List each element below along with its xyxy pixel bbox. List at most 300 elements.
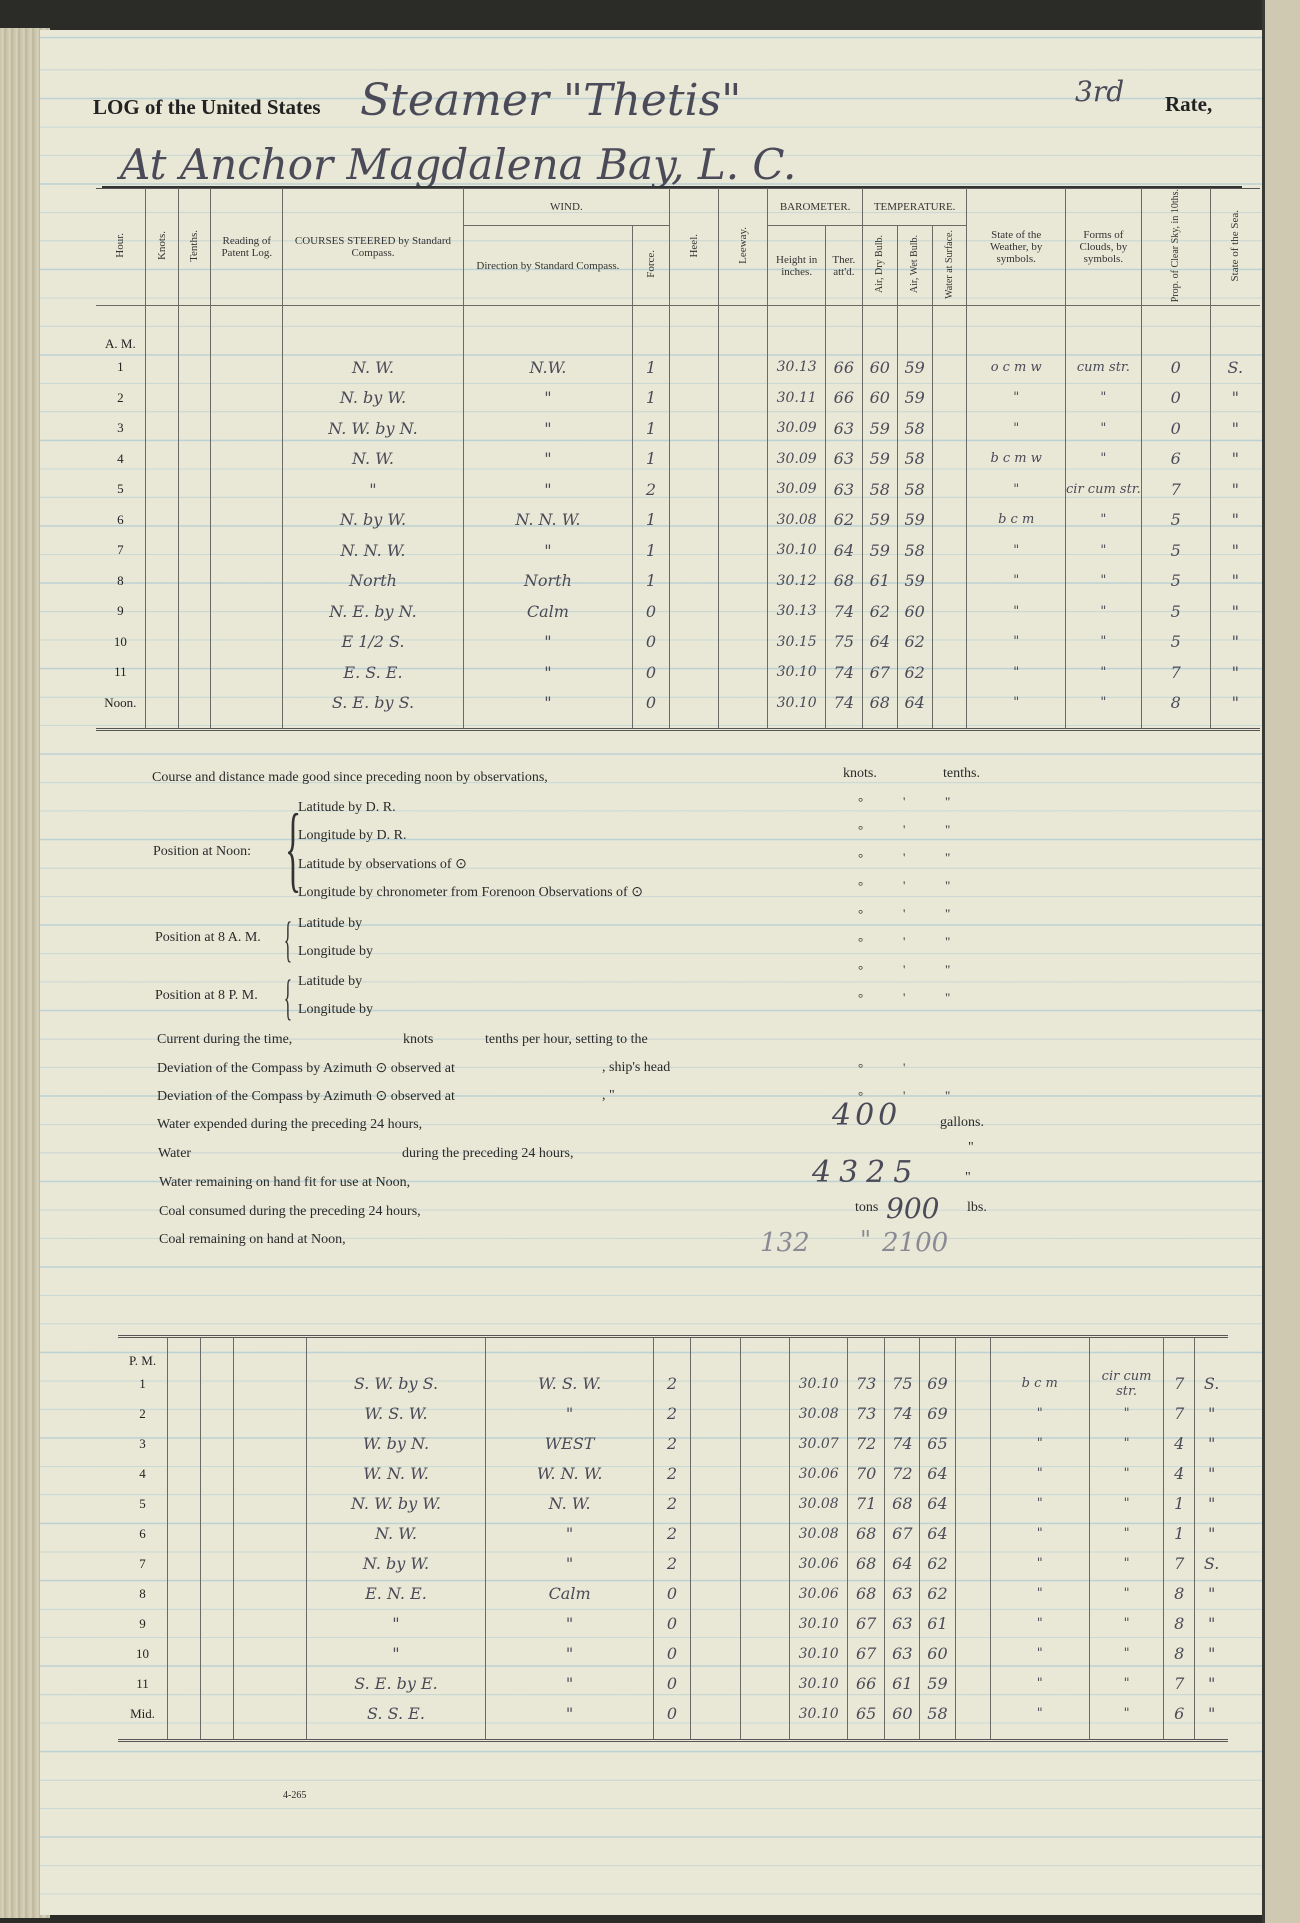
knots-cell bbox=[168, 1489, 201, 1519]
ther-cell: 74 bbox=[825, 596, 862, 627]
clouds-cell: " bbox=[1089, 1549, 1163, 1579]
rate-label: Rate, bbox=[1165, 92, 1213, 116]
wind-cell: W. N. W. bbox=[486, 1459, 653, 1489]
log-cell bbox=[211, 687, 283, 718]
pm-tail-cell bbox=[1089, 1729, 1163, 1741]
log-cell bbox=[211, 565, 283, 596]
knots-heading: knots. bbox=[843, 766, 877, 781]
force-cell: 0 bbox=[653, 1699, 690, 1729]
dry-cell: 60 bbox=[885, 1699, 920, 1729]
hour-cell: 5 bbox=[117, 481, 124, 496]
am-tail-cell bbox=[862, 718, 897, 730]
log-cell bbox=[211, 352, 283, 383]
clear-cell: 5 bbox=[1141, 626, 1210, 657]
coal-remaining-tons: 132 bbox=[760, 1228, 810, 1258]
pm-tail-cell bbox=[920, 1729, 955, 1741]
force-cell: 2 bbox=[653, 1519, 690, 1549]
pm-tail-cell bbox=[1195, 1729, 1228, 1741]
weather-cell: " bbox=[967, 657, 1065, 688]
dry-cell: 64 bbox=[862, 626, 897, 657]
water-expended-value: 400 bbox=[832, 1098, 902, 1133]
ships-head-label: , ship's head bbox=[602, 1060, 671, 1075]
leeway-cell bbox=[719, 413, 768, 444]
dry-cell: 58 bbox=[862, 474, 897, 505]
log-cell bbox=[234, 1549, 306, 1579]
ther-cell: 62 bbox=[825, 504, 862, 535]
water-cell bbox=[932, 626, 967, 657]
water-cell bbox=[955, 1399, 990, 1429]
hour-cell: 3 bbox=[117, 420, 124, 435]
force-cell: 2 bbox=[653, 1489, 690, 1519]
weather-cell: " bbox=[990, 1699, 1089, 1729]
dry-cell: 74 bbox=[885, 1399, 920, 1429]
ther-cell: 68 bbox=[825, 565, 862, 596]
ther-cell: 63 bbox=[825, 443, 862, 474]
heel-cell bbox=[691, 1459, 741, 1489]
weather-cell: " bbox=[967, 565, 1065, 596]
clouds-cell: " bbox=[1065, 504, 1141, 535]
current-knots-label: knots bbox=[403, 1032, 434, 1047]
water-cell bbox=[955, 1519, 990, 1549]
wind-cell: WEST bbox=[486, 1429, 653, 1459]
course-distance-label: Course and distance made good since preceding noon by observations, bbox=[152, 770, 548, 785]
height-cell: 30.09 bbox=[768, 474, 825, 505]
clouds-cell: " bbox=[1089, 1639, 1163, 1669]
leeway-cell bbox=[719, 657, 768, 688]
pm-empty-cell bbox=[306, 1337, 486, 1369]
dry-cell: 59 bbox=[862, 443, 897, 474]
am-tail-cell bbox=[633, 718, 670, 730]
wind-cell: " bbox=[486, 1519, 653, 1549]
wet-cell: 61 bbox=[920, 1609, 955, 1639]
am-tail-cell bbox=[1141, 718, 1210, 730]
table-row bbox=[96, 382, 1260, 413]
heel-cell bbox=[691, 1669, 741, 1699]
wet-cell: 59 bbox=[897, 352, 932, 383]
angle-symbol-row: ° ' " bbox=[858, 878, 951, 893]
height-cell: 30.10 bbox=[768, 687, 825, 718]
dry-cell: 61 bbox=[885, 1669, 920, 1699]
wet-cell: 60 bbox=[897, 596, 932, 627]
table-row bbox=[118, 1459, 1228, 1489]
course-cell: " bbox=[283, 474, 464, 505]
pm-tail-cell bbox=[990, 1729, 1089, 1741]
leeway-cell bbox=[719, 535, 768, 566]
ther-cell: 64 bbox=[825, 535, 862, 566]
log-cell bbox=[234, 1579, 306, 1609]
am-tail-cell bbox=[1065, 718, 1141, 730]
clear-cell: 5 bbox=[1141, 504, 1210, 535]
wet-cell: 62 bbox=[897, 626, 932, 657]
tenths-heading: tenths. bbox=[943, 766, 980, 781]
sea-cell: " bbox=[1195, 1699, 1228, 1729]
knots-cell bbox=[145, 565, 178, 596]
coal-consumed-label: Coal consumed during the preceding 24 hours, bbox=[159, 1204, 421, 1219]
height-cell: 30.08 bbox=[790, 1519, 848, 1549]
height-cell: 30.10 bbox=[768, 657, 825, 688]
knots-cell bbox=[168, 1459, 201, 1489]
dry-cell: 68 bbox=[885, 1489, 920, 1519]
col-wind-group: WIND. bbox=[463, 189, 669, 226]
weather-cell: b c m bbox=[990, 1369, 1089, 1399]
table-row bbox=[96, 626, 1260, 657]
col-clear-sky: Prop. of Clear Sky, in 10ths. bbox=[1141, 189, 1210, 306]
next-page-edge bbox=[1262, 0, 1300, 1923]
form-number: 4-265 bbox=[283, 1790, 307, 1801]
table-row bbox=[96, 657, 1260, 688]
weather-cell: b c m w bbox=[967, 443, 1065, 474]
clear-cell: 7 bbox=[1164, 1669, 1195, 1699]
table-row bbox=[96, 535, 1260, 566]
water-cell bbox=[955, 1459, 990, 1489]
tenths-cell bbox=[178, 504, 211, 535]
current-label: Current during the time, bbox=[157, 1032, 293, 1047]
sea-cell: " bbox=[1195, 1429, 1228, 1459]
pm-empty-cell bbox=[990, 1337, 1089, 1369]
dry-cell: 68 bbox=[862, 687, 897, 718]
course-cell: W. S. W. bbox=[306, 1399, 486, 1429]
ther-cell: 66 bbox=[825, 352, 862, 383]
force-cell: 2 bbox=[653, 1399, 690, 1429]
water-cell bbox=[932, 535, 967, 566]
tenths-cell bbox=[201, 1639, 234, 1669]
sea-cell: " bbox=[1195, 1519, 1228, 1549]
sea-cell: " bbox=[1210, 657, 1260, 688]
leeway-cell bbox=[719, 565, 768, 596]
hour-cell: 4 bbox=[139, 1465, 146, 1481]
wet-cell: 58 bbox=[897, 443, 932, 474]
heel-cell bbox=[669, 504, 718, 535]
weather-cell: " bbox=[967, 413, 1065, 444]
log-cell bbox=[211, 657, 283, 688]
ther-cell: 63 bbox=[825, 413, 862, 444]
pm-empty-cell bbox=[234, 1337, 306, 1369]
hour-cell: 10 bbox=[136, 1645, 150, 1661]
dry-cell: 59 bbox=[862, 535, 897, 566]
water-cell bbox=[955, 1369, 990, 1399]
pm-tail-cell bbox=[168, 1729, 201, 1741]
leeway-cell bbox=[740, 1429, 790, 1459]
am-empty-cell bbox=[1210, 306, 1260, 352]
force-cell: 2 bbox=[653, 1459, 690, 1489]
pm-tail-cell bbox=[885, 1729, 920, 1741]
tenths-cell bbox=[201, 1669, 234, 1699]
weather-cell: " bbox=[967, 474, 1065, 505]
force-cell: 0 bbox=[633, 596, 670, 627]
leeway-cell bbox=[740, 1369, 790, 1399]
wet-cell: 58 bbox=[920, 1699, 955, 1729]
table-row bbox=[118, 1519, 1228, 1549]
heel-cell bbox=[669, 352, 718, 383]
position-8am-label: Position at 8 A. M. bbox=[155, 930, 261, 945]
pm-empty-cell bbox=[653, 1337, 690, 1369]
water-cell bbox=[932, 443, 967, 474]
tenths-cell bbox=[178, 352, 211, 383]
force-cell: 0 bbox=[633, 626, 670, 657]
heel-cell bbox=[691, 1579, 741, 1609]
long-dr-label: Longitude by D. R. bbox=[298, 828, 407, 843]
course-cell: W. by N. bbox=[306, 1429, 486, 1459]
col-barometer-group: BAROMETER. bbox=[768, 189, 862, 226]
water-cell bbox=[932, 474, 967, 505]
clouds-cell: " bbox=[1065, 626, 1141, 657]
force-cell: 1 bbox=[633, 352, 670, 383]
force-cell: 0 bbox=[653, 1639, 690, 1669]
height-cell: 30.10 bbox=[790, 1369, 848, 1399]
col-sea: State of the Sea. bbox=[1210, 189, 1260, 306]
course-cell: " bbox=[306, 1639, 486, 1669]
height-cell: 30.09 bbox=[768, 443, 825, 474]
force-cell: 2 bbox=[653, 1369, 690, 1399]
am-empty-cell bbox=[897, 306, 932, 352]
wet-cell: 62 bbox=[920, 1549, 955, 1579]
tenths-cell bbox=[178, 687, 211, 718]
knots-cell bbox=[168, 1549, 201, 1579]
coal-consumed-value: 900 bbox=[886, 1192, 940, 1225]
sea-cell: " bbox=[1210, 382, 1260, 413]
sea-cell: " bbox=[1195, 1639, 1228, 1669]
clear-cell: 1 bbox=[1164, 1519, 1195, 1549]
clear-cell: 8 bbox=[1141, 687, 1210, 718]
ther-cell: 74 bbox=[825, 687, 862, 718]
knots-cell bbox=[145, 413, 178, 444]
tenths-cell bbox=[178, 565, 211, 596]
tenths-cell bbox=[201, 1699, 234, 1729]
knots-cell bbox=[168, 1429, 201, 1459]
sea-cell: " bbox=[1195, 1399, 1228, 1429]
wet-cell: 69 bbox=[920, 1369, 955, 1399]
heel-cell bbox=[691, 1489, 741, 1519]
clouds-cell: " bbox=[1089, 1699, 1163, 1729]
knots-cell bbox=[145, 352, 178, 383]
force-cell: 1 bbox=[633, 443, 670, 474]
heel-cell bbox=[669, 596, 718, 627]
knots-cell bbox=[168, 1519, 201, 1549]
am-empty-cell bbox=[825, 306, 862, 352]
course-cell: N. N. W. bbox=[283, 535, 464, 566]
sea-cell: S. bbox=[1210, 352, 1260, 383]
am-tail-cell bbox=[211, 718, 283, 730]
knots-cell bbox=[168, 1369, 201, 1399]
wind-cell: N. W. bbox=[486, 1489, 653, 1519]
col-knots: Knots. bbox=[145, 189, 178, 306]
position-8pm-label: Position at 8 P. M. bbox=[155, 988, 258, 1003]
wet-cell: 64 bbox=[920, 1489, 955, 1519]
hour-cell: 2 bbox=[117, 389, 124, 405]
hour-cell: 4 bbox=[117, 450, 124, 466]
clear-cell: 7 bbox=[1164, 1399, 1195, 1429]
weather-cell: b c m bbox=[967, 504, 1065, 535]
height-cell: 30.09 bbox=[768, 413, 825, 444]
position-noon-label: Position at Noon: bbox=[153, 844, 252, 859]
water-remaining-label: Water remaining on hand fit for use at Noon, bbox=[159, 1175, 411, 1190]
clouds-cell: " bbox=[1089, 1459, 1163, 1489]
height-cell: 30.06 bbox=[790, 1579, 848, 1609]
course-cell: North bbox=[283, 565, 464, 596]
pm-period-label: P. M. bbox=[128, 1352, 157, 1368]
lat-dr-label: Latitude by D. R. bbox=[298, 800, 396, 815]
leeway-cell bbox=[719, 687, 768, 718]
am-tail-cell bbox=[283, 718, 464, 730]
hour-cell: 7 bbox=[117, 542, 124, 557]
leeway-cell bbox=[740, 1399, 790, 1429]
height-cell: 30.13 bbox=[768, 352, 825, 383]
log-cell bbox=[211, 474, 283, 505]
clouds-cell: cir cum str. bbox=[1065, 474, 1141, 505]
col-water-surface: Water at Surface. bbox=[932, 226, 967, 306]
col-baro-ther: Ther. att'd. bbox=[825, 226, 862, 306]
am-empty-cell bbox=[211, 306, 283, 352]
pm-empty-cell bbox=[790, 1337, 848, 1369]
table-row bbox=[118, 1699, 1228, 1729]
course-cell: S. S. E. bbox=[306, 1699, 486, 1729]
log-cell bbox=[211, 413, 283, 444]
heel-cell bbox=[691, 1699, 741, 1729]
ther-cell: 65 bbox=[848, 1699, 885, 1729]
ther-cell: 67 bbox=[848, 1639, 885, 1669]
tons-label: tons bbox=[855, 1200, 879, 1215]
pm-tail-cell bbox=[691, 1729, 741, 1741]
dry-cell: 59 bbox=[862, 504, 897, 535]
clear-cell: 6 bbox=[1141, 443, 1210, 474]
force-cell: 0 bbox=[653, 1669, 690, 1699]
log-cell bbox=[234, 1609, 306, 1639]
weather-cell: " bbox=[990, 1489, 1089, 1519]
force-cell: 2 bbox=[633, 474, 670, 505]
tenths-cell bbox=[201, 1489, 234, 1519]
clear-cell: 5 bbox=[1141, 535, 1210, 566]
course-cell: S. E. by E. bbox=[306, 1669, 486, 1699]
force-cell: 0 bbox=[653, 1609, 690, 1639]
heel-cell bbox=[691, 1549, 741, 1579]
weather-cell: " bbox=[990, 1519, 1089, 1549]
heel-cell bbox=[669, 382, 718, 413]
dry-cell: 63 bbox=[885, 1579, 920, 1609]
col-patent-log: Reading of Patent Log. bbox=[211, 189, 283, 306]
lat-8am-label: Latitude by bbox=[298, 916, 363, 931]
table-row bbox=[118, 1579, 1228, 1609]
wind-cell: " bbox=[463, 535, 632, 566]
force-cell: 2 bbox=[653, 1549, 690, 1579]
heel-cell bbox=[691, 1369, 741, 1399]
hour-cell: 1 bbox=[117, 359, 124, 374]
col-wind-direction: Direction by Standard Compass. bbox=[463, 226, 632, 306]
wind-cell: North bbox=[463, 565, 632, 596]
knots-cell bbox=[168, 1609, 201, 1639]
am-tail-cell bbox=[768, 718, 825, 730]
am-log-table bbox=[96, 188, 1260, 731]
pm-tail-row bbox=[118, 1729, 1228, 1741]
sea-cell: " bbox=[1210, 504, 1260, 535]
wind-cell: " bbox=[463, 474, 632, 505]
sea-cell: " bbox=[1210, 626, 1260, 657]
log-cell bbox=[211, 535, 283, 566]
sea-cell: " bbox=[1210, 443, 1260, 474]
pm-tail-cell bbox=[848, 1729, 885, 1741]
knots-cell bbox=[145, 504, 178, 535]
height-cell: 30.10 bbox=[790, 1669, 848, 1699]
pm-empty-cell bbox=[955, 1337, 990, 1369]
log-cell bbox=[211, 504, 283, 535]
am-tail-row bbox=[96, 718, 1260, 730]
col-air-wet: Air, Wet Bulb. bbox=[897, 226, 932, 306]
knots-cell bbox=[168, 1579, 201, 1609]
tenths-cell bbox=[178, 626, 211, 657]
hour-cell: 10 bbox=[113, 633, 127, 649]
am-empty-cell bbox=[862, 306, 897, 352]
ther-cell: 71 bbox=[848, 1489, 885, 1519]
am-label-row bbox=[96, 306, 1260, 352]
leeway-cell bbox=[719, 596, 768, 627]
knots-cell bbox=[168, 1699, 201, 1729]
heel-cell bbox=[691, 1399, 741, 1429]
weather-cell: o c m w bbox=[967, 352, 1065, 383]
tenths-cell bbox=[201, 1399, 234, 1429]
weather-cell: " bbox=[967, 596, 1065, 627]
sea-cell: " bbox=[1210, 474, 1260, 505]
pm-empty-cell bbox=[486, 1337, 653, 1369]
dry-cell: 74 bbox=[885, 1429, 920, 1459]
wind-cell: " bbox=[486, 1669, 653, 1699]
sea-cell: S. bbox=[1195, 1549, 1228, 1579]
sea-cell: " bbox=[1195, 1489, 1228, 1519]
wind-cell: W. S. W. bbox=[486, 1369, 653, 1399]
clouds-cell: cir cum str. bbox=[1089, 1369, 1163, 1399]
pm-tail-cell bbox=[234, 1729, 306, 1741]
angle-symbol-row: ° ' bbox=[858, 1060, 906, 1075]
weather-cell: " bbox=[967, 626, 1065, 657]
clouds-cell: " bbox=[1089, 1489, 1163, 1519]
am-period-label: A. M. bbox=[105, 335, 136, 351]
wet-cell: 59 bbox=[920, 1669, 955, 1699]
dry-cell: 64 bbox=[885, 1549, 920, 1579]
brace-8am: { bbox=[283, 911, 293, 967]
heel-cell bbox=[691, 1519, 741, 1549]
leeway-cell bbox=[740, 1459, 790, 1489]
course-cell: S. E. by S. bbox=[283, 687, 464, 718]
height-cell: 30.10 bbox=[790, 1699, 848, 1729]
knots-cell bbox=[168, 1669, 201, 1699]
height-cell: 30.11 bbox=[768, 382, 825, 413]
ther-cell: 74 bbox=[825, 657, 862, 688]
force-cell: 1 bbox=[633, 565, 670, 596]
wind-cell: " bbox=[486, 1639, 653, 1669]
table-row bbox=[96, 565, 1260, 596]
wet-cell: 59 bbox=[897, 382, 932, 413]
tenths-cell bbox=[178, 474, 211, 505]
hour-cell: 5 bbox=[139, 1495, 146, 1511]
sea-cell: " bbox=[1210, 535, 1260, 566]
knots-cell bbox=[145, 382, 178, 413]
pm-empty-cell bbox=[920, 1337, 955, 1369]
knots-cell bbox=[145, 596, 178, 627]
col-tenths: Tenths. bbox=[178, 189, 211, 306]
log-cell bbox=[234, 1399, 306, 1429]
col-courses: COURSES STEERED by Standard Compass. bbox=[283, 189, 464, 306]
hour-cell: 2 bbox=[139, 1405, 146, 1421]
heel-cell bbox=[669, 474, 718, 505]
water-cell bbox=[932, 352, 967, 383]
hour-cell: 8 bbox=[139, 1585, 146, 1601]
clear-cell: 7 bbox=[1164, 1549, 1195, 1579]
water-remaining-ditto: " bbox=[965, 1170, 971, 1185]
weather-cell: " bbox=[967, 687, 1065, 718]
dry-cell: 67 bbox=[885, 1519, 920, 1549]
wind-cell: " bbox=[486, 1399, 653, 1429]
am-empty-cell bbox=[669, 306, 718, 352]
hour-cell: 7 bbox=[139, 1555, 146, 1571]
am-empty-cell bbox=[178, 306, 211, 352]
